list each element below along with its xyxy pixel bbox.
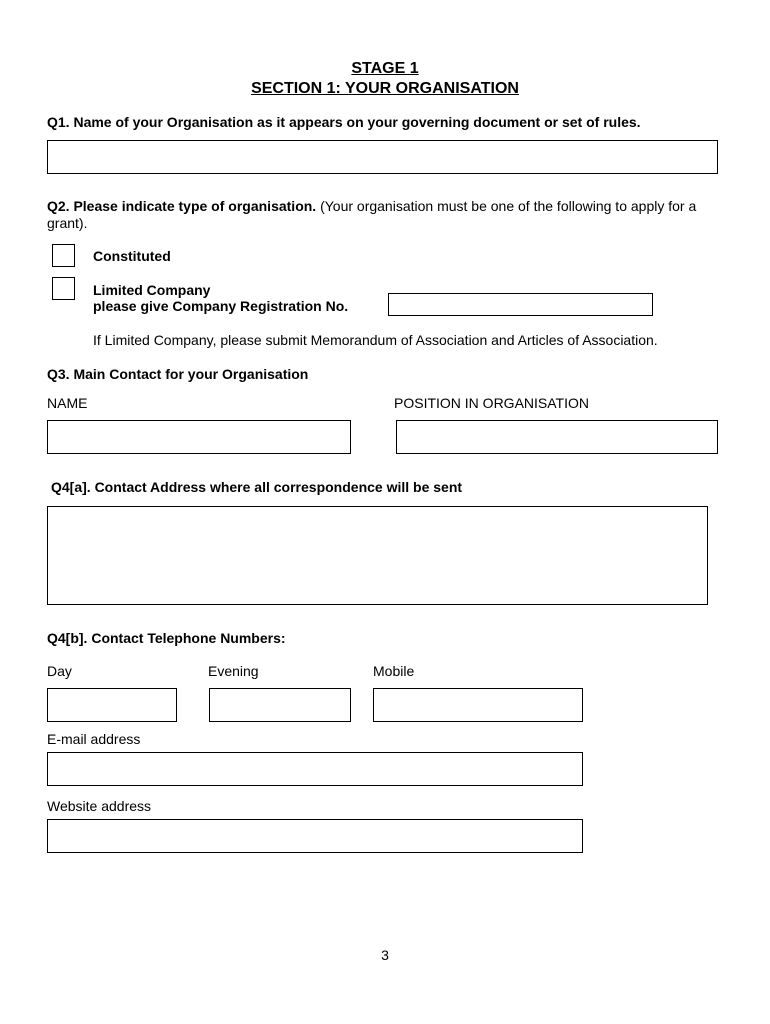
contact-name-label: NAME bbox=[47, 395, 88, 411]
website-label: Website address bbox=[47, 798, 152, 814]
evening-phone-label: Evening bbox=[208, 663, 259, 679]
contact-position-field[interactable] bbox=[396, 420, 718, 454]
q3-label: Q3. Main Contact for your Organisation bbox=[47, 366, 309, 382]
stage-title: STAGE 1 bbox=[351, 60, 419, 77]
q1-label: Q1. Name of your Organisation as it appears on your governing document or set of rules. bbox=[47, 114, 641, 130]
website-field[interactable] bbox=[47, 819, 583, 853]
section-title: SECTION 1: YOUR ORGANISATION bbox=[251, 80, 519, 97]
q2-label-note: (Your organisation must be one of the following to apply for a grant). bbox=[47, 198, 697, 231]
contact-position-label: POSITION IN ORGANISATION bbox=[394, 395, 589, 411]
q4a-label: Q4[a]. Contact Address where all correspondence will be sent bbox=[51, 479, 463, 495]
limited-company-checkbox[interactable] bbox=[52, 277, 75, 300]
page-number: 3 bbox=[381, 947, 389, 963]
constituted-label: Constituted bbox=[93, 248, 171, 264]
day-phone-field[interactable] bbox=[47, 688, 177, 722]
q2-label-bold: Q2. Please indicate type of organisation. bbox=[47, 198, 317, 214]
evening-phone-field[interactable] bbox=[209, 688, 351, 722]
email-label: E-mail address bbox=[47, 731, 141, 747]
q2-label bbox=[47, 198, 717, 232]
constituted-checkbox[interactable] bbox=[52, 244, 75, 267]
contact-address-field[interactable] bbox=[47, 506, 708, 605]
mobile-phone-field[interactable] bbox=[373, 688, 583, 722]
registration-label: please give Company Registration No. bbox=[93, 298, 349, 314]
organisation-name-field[interactable] bbox=[47, 140, 718, 174]
contact-name-field[interactable] bbox=[47, 420, 351, 454]
q4b-label: Q4[b]. Contact Telephone Numbers: bbox=[47, 630, 286, 646]
limited-company-label: Limited Company bbox=[93, 282, 211, 298]
email-field[interactable] bbox=[47, 752, 583, 786]
mobile-phone-label: Mobile bbox=[373, 663, 415, 679]
limited-company-note: If Limited Company, please submit Memorandum of Association and Articles of Association. bbox=[93, 332, 658, 348]
registration-number-field[interactable] bbox=[388, 293, 653, 316]
day-phone-label: Day bbox=[47, 663, 72, 679]
